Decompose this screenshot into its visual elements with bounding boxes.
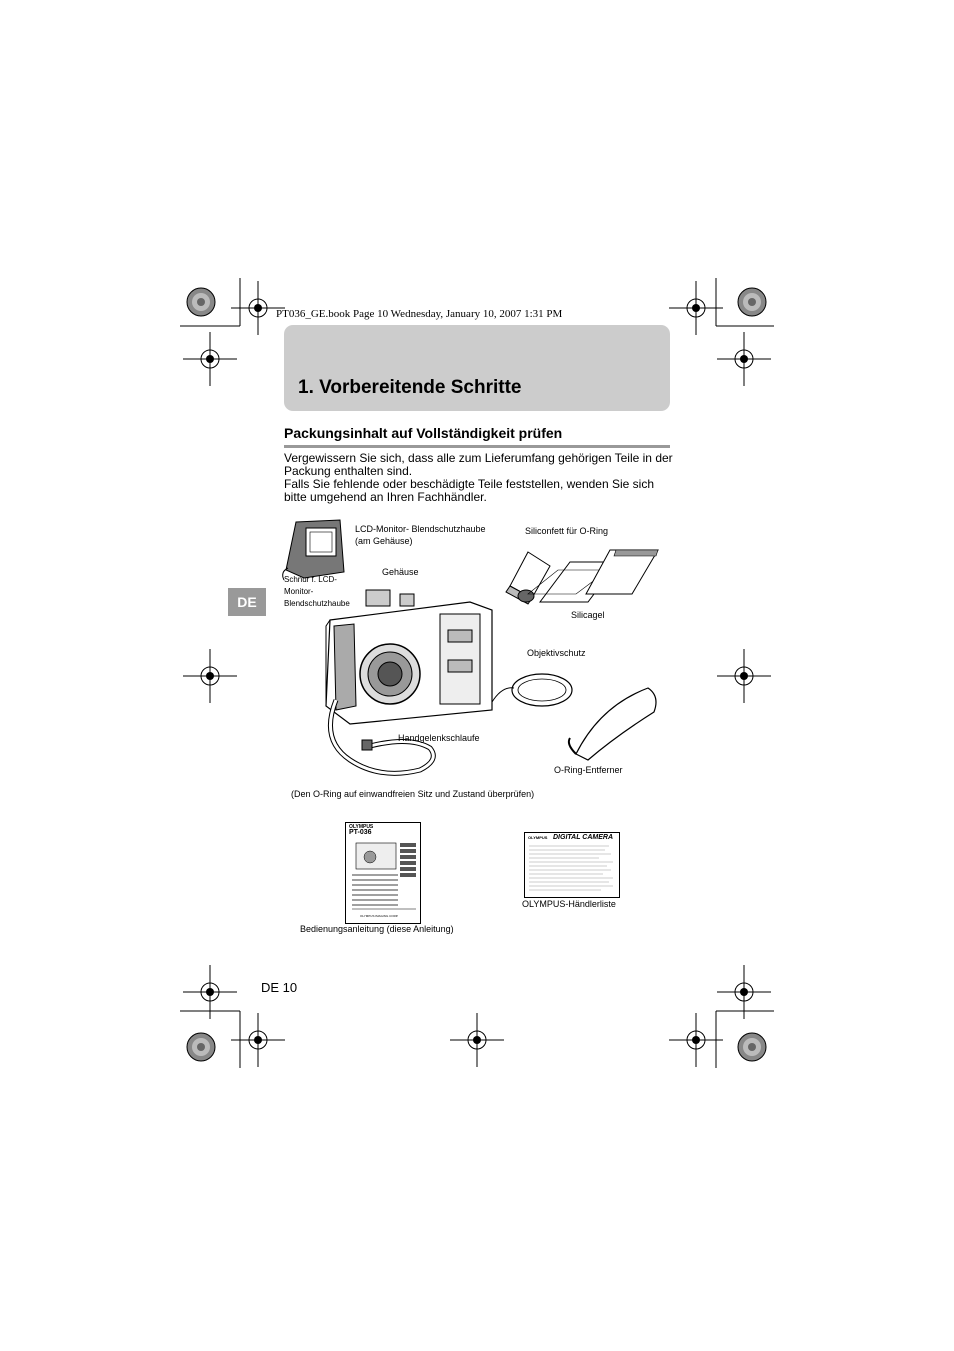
oring-note: (Den O-Ring auf einwandfreien Sitz und Zustand überprüfen) — [291, 789, 535, 799]
dealer-list-image — [524, 832, 620, 898]
intro-line-1: Vergewissern Sie sich, dass alle zum Lieferumfang gehörigen Teile in der — [284, 451, 673, 465]
grease-tube-icon — [506, 552, 550, 604]
lens-cap-icon — [492, 674, 572, 706]
label-wrist-strap: Handgelenkschlaufe — [398, 733, 480, 743]
label-cord-3: Blendschutzhaube — [284, 599, 350, 608]
manual-brand: OLYMPUS — [349, 824, 374, 830]
section-rule — [284, 445, 670, 448]
manual-cover-image — [345, 822, 421, 924]
manual-cover-graphic — [350, 837, 418, 919]
label-oring-remover: O-Ring-Entferner — [554, 765, 623, 775]
oring-remover-icon — [569, 688, 656, 760]
housing-icon — [326, 590, 492, 724]
manual-caption: Bedienungsanleitung (diese Anleitung) — [300, 924, 454, 934]
dealer-title: DIGITAL CAMERA — [553, 834, 614, 841]
lcd-hood-icon — [283, 520, 344, 580]
page-number: DE 10 — [261, 980, 298, 995]
intro-line-3: Falls Sie fehlende oder beschädigte Teile feststellen, wenden Sie sich — [284, 477, 655, 491]
label-cord-2: Monitor- — [284, 587, 314, 596]
dealer-text-graphic — [529, 844, 615, 894]
label-grease: Siliconfett für O-Ring — [525, 526, 609, 536]
label-cord-1: Schnur f. LCD- — [284, 575, 337, 584]
intro-line-2: Packung enthalten sind. — [284, 464, 413, 478]
manual-model: PT-036 — [349, 829, 372, 836]
manual-footer: OLYMPUS IMAGING CORP. — [360, 914, 399, 918]
intro-line-4: bitte umgehend an Ihren Fachhändler. — [284, 490, 487, 504]
dealer-brand: OLYMPUS — [528, 835, 548, 840]
dealer-list-caption: OLYMPUS-Händlerliste — [522, 899, 616, 909]
language-tab: DE — [228, 588, 266, 616]
label-housing: Gehäuse — [382, 567, 419, 577]
label-silicagel: Silicagel — [571, 610, 605, 620]
label-lcd-hood: LCD-Monitor- Blendschutzhaube — [355, 524, 486, 534]
print-header: PT036_GE.book Page 10 Wednesday, January 10, 2007 1:31 PM — [276, 308, 563, 320]
label-lcd-hood-note: (am Gehäuse) — [355, 536, 413, 546]
chapter-title: 1. Vorbereitende Schritte — [298, 377, 522, 398]
section-heading: Packungsinhalt auf Vollständigkeit prüfen — [284, 425, 563, 441]
silicagel-icon — [528, 550, 658, 602]
label-lens-cap: Objektivschutz — [527, 648, 586, 658]
